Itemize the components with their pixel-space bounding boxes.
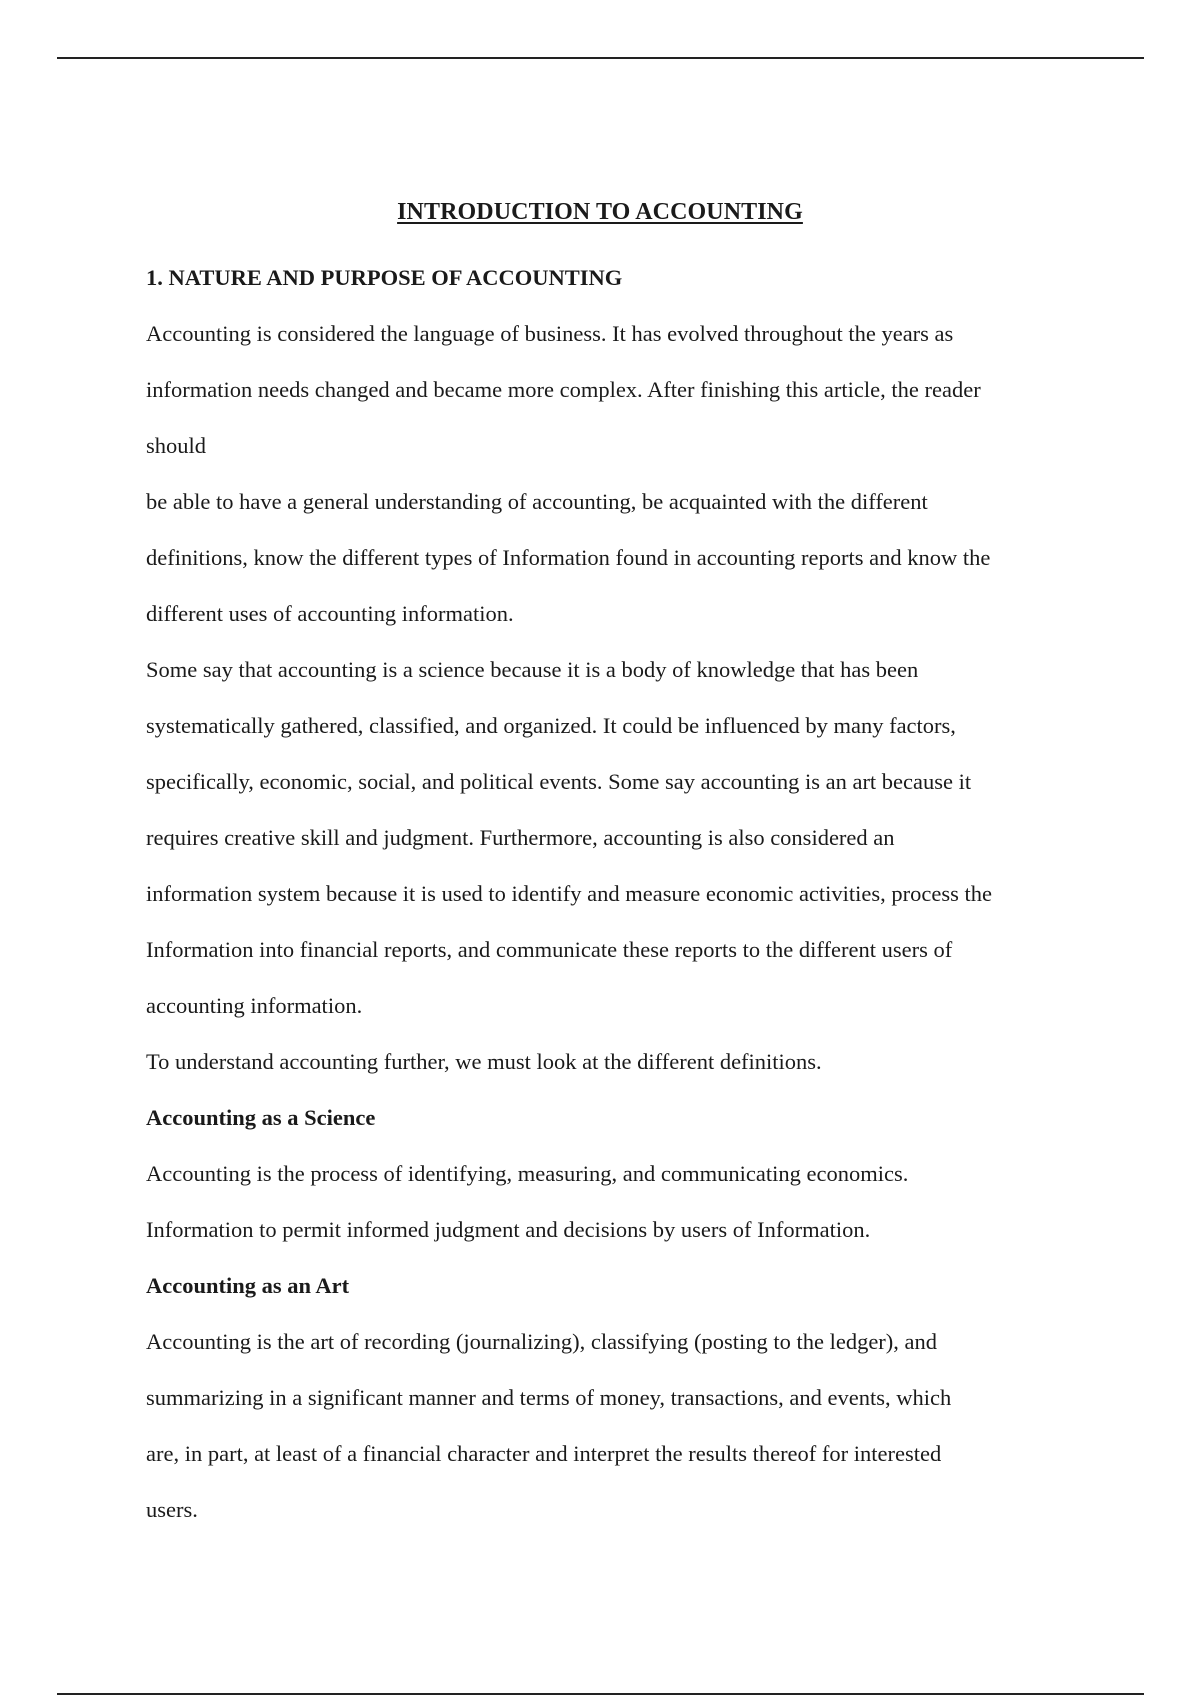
definitions-intro: To understand accounting further, we must look at the different definitions. [146,1049,822,1074]
section-heading: 1. NATURE AND PURPOSE OF ACCOUNTING [146,265,623,290]
paragraph-line: accounting information. [146,993,363,1018]
science-heading: Accounting as a Science [146,1105,376,1130]
paragraph-line: information system because it is used to identify and measure economic activities, process the [146,881,993,906]
top-rule [57,57,1144,59]
paragraph-line: specifically, economic, social, and political events. Some say accounting is an art because it [146,769,972,794]
paragraph-line: users. [146,1497,198,1522]
paragraph-line: should [146,433,207,458]
document-body [146,250,1106,1538]
paragraph-line: Information into financial reports, and communicate these reports to the different users of [146,937,953,962]
art-definition [146,1314,1106,1538]
art-heading: Accounting as an Art [146,1273,350,1298]
paragraph-line: Information to permit informed judgment and decisions by users of Information. [146,1217,871,1242]
paragraph-line: definitions, know the different types of Information found in accounting reports and know the [146,545,991,570]
paragraph-line: be able to have a general understanding of accounting, be acquainted with the different [146,489,928,514]
bottom-rule [57,1693,1144,1695]
paragraph-line: Accounting is the art of recording (journalizing), classifying (posting to the ledger), and [146,1329,938,1354]
paragraph-line: Accounting is considered the language of business. It has evolved throughout the years as [146,321,954,346]
paragraph-line: Some say that accounting is a science because it is a body of knowledge that has been [146,657,919,682]
paragraph-line: summarizing in a significant manner and terms of money, transactions, and events, which [146,1385,952,1410]
paragraph-line: are, in part, at least of a financial character and interpret the results thereof for interested [146,1441,942,1466]
paragraph-line: Accounting is the process of identifying, measuring, and communicating economics. [146,1161,909,1186]
paragraph-line: information needs changed and became more complex. After finishing this article, the reader [146,377,981,402]
paragraph-line: different uses of accounting information. [146,601,514,626]
intro-paragraph [146,306,1106,642]
paragraph-line: requires creative skill and judgment. Furthermore, accounting is also considered an [146,825,895,850]
page-title: INTRODUCTION TO ACCOUNTING [397,199,803,225]
paragraph-line: systematically gathered, classified, and organized. It could be influenced by many factors, [146,713,956,738]
science-definition [146,1146,1106,1258]
science-art-paragraph [146,642,1106,1034]
